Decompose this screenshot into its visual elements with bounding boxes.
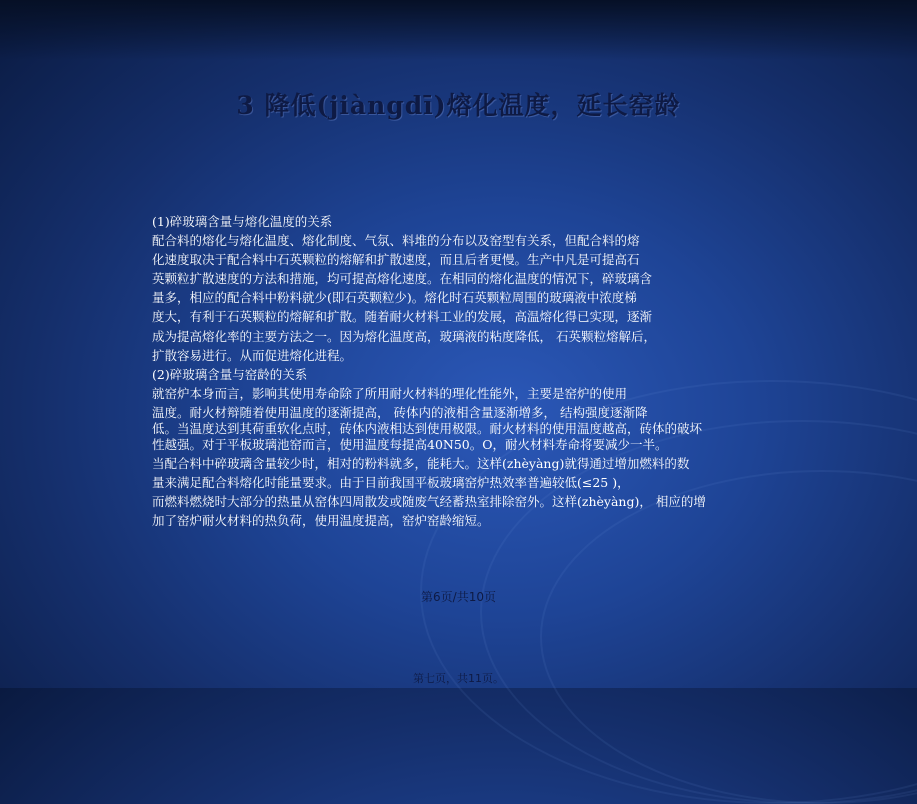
section-heading: (1)碎玻璃含量与熔化温度的关系 (152, 214, 333, 229)
body-line: 配合料的熔化与熔化温度、熔化制度、气氛、料堆的分布以及窑型有关系，但配合料的熔 (152, 233, 640, 249)
body-line: 性越强。对于平板玻璃池窑而言，使用温度每提高40N50。O，耐火材料寿命将要减少一半。 (152, 437, 668, 453)
body-line: 度大，有利于石英颗粒的熔解和扩散。随着耐火材料工业的发展，高温熔化得已实现，逐渐 (152, 309, 653, 325)
body-line: 加了窑炉耐火材料的热负荷，使用温度提高，窑炉窑龄缩短。 (152, 513, 490, 529)
body-line: 量来满足配合料熔化时能量要求。由于目前我国平板玻璃窑炉热效率普遍较低(≤25 )， (152, 475, 630, 491)
body-line: 英颗粒扩散速度的方法和措施，均可提高熔化速度。在相同的熔化温度的情况下，碎玻璃含 (152, 271, 653, 287)
section-heading: (2)碎玻璃含量与窑龄的关系 (152, 366, 308, 382)
body-line: 温度。耐火材辩随着使用温度的逐渐提高， 砖体内的液相含量逐渐增多， 结构强度逐渐降 (152, 404, 648, 420)
body-line: 当配合料中碎玻璃含量较少时，相对的粉料就多，能耗大。这样(zhèyàng)就得通过增加燃料的数 (152, 456, 690, 472)
page-footer: 第七页，共11页。 (413, 672, 504, 685)
slide-title: 3 降低(jiàngdī)熔化温度，延长窑龄 (236, 91, 681, 120)
body-line: 就窑炉本身而言，影响其使用寿命除了所用耐火材料的理化性能外，主要是窑炉的使用 (152, 385, 628, 401)
page-number-inner: 第6页/共10页 (421, 590, 496, 604)
background-shade (0, 0, 917, 60)
body-line: 化速度取决于配合料中石英颗粒的熔解和扩散速度，而且后者更慢。生产中凡是可提高石 (152, 252, 640, 268)
body-line: 扩散容易进行。从而促进熔化进程。 (152, 347, 353, 363)
slide-body (152, 212, 752, 531)
body-line: 量多，相应的配合料中粉料就少(即石英颗粒少)。熔化时石英颗粒周围的玻璃液中浓度梯 (152, 290, 637, 306)
body-line: 成为提高熔化率的主要方法之一。因为熔化温度高，玻璃液的粘度降低， 石英颗粒熔解后， (152, 328, 656, 344)
body-line: 低。当温度达到其荷重软化点时，砖体内液相达到使用极限。耐火材料的使用温度越高，砖体的破坏 (152, 421, 703, 437)
body-line: 而燃料燃烧时大部分的热量从窑体四周散发或随废气经蓄热室排除窑外。这样(zhèyàng)， 相应的增 (152, 494, 706, 510)
